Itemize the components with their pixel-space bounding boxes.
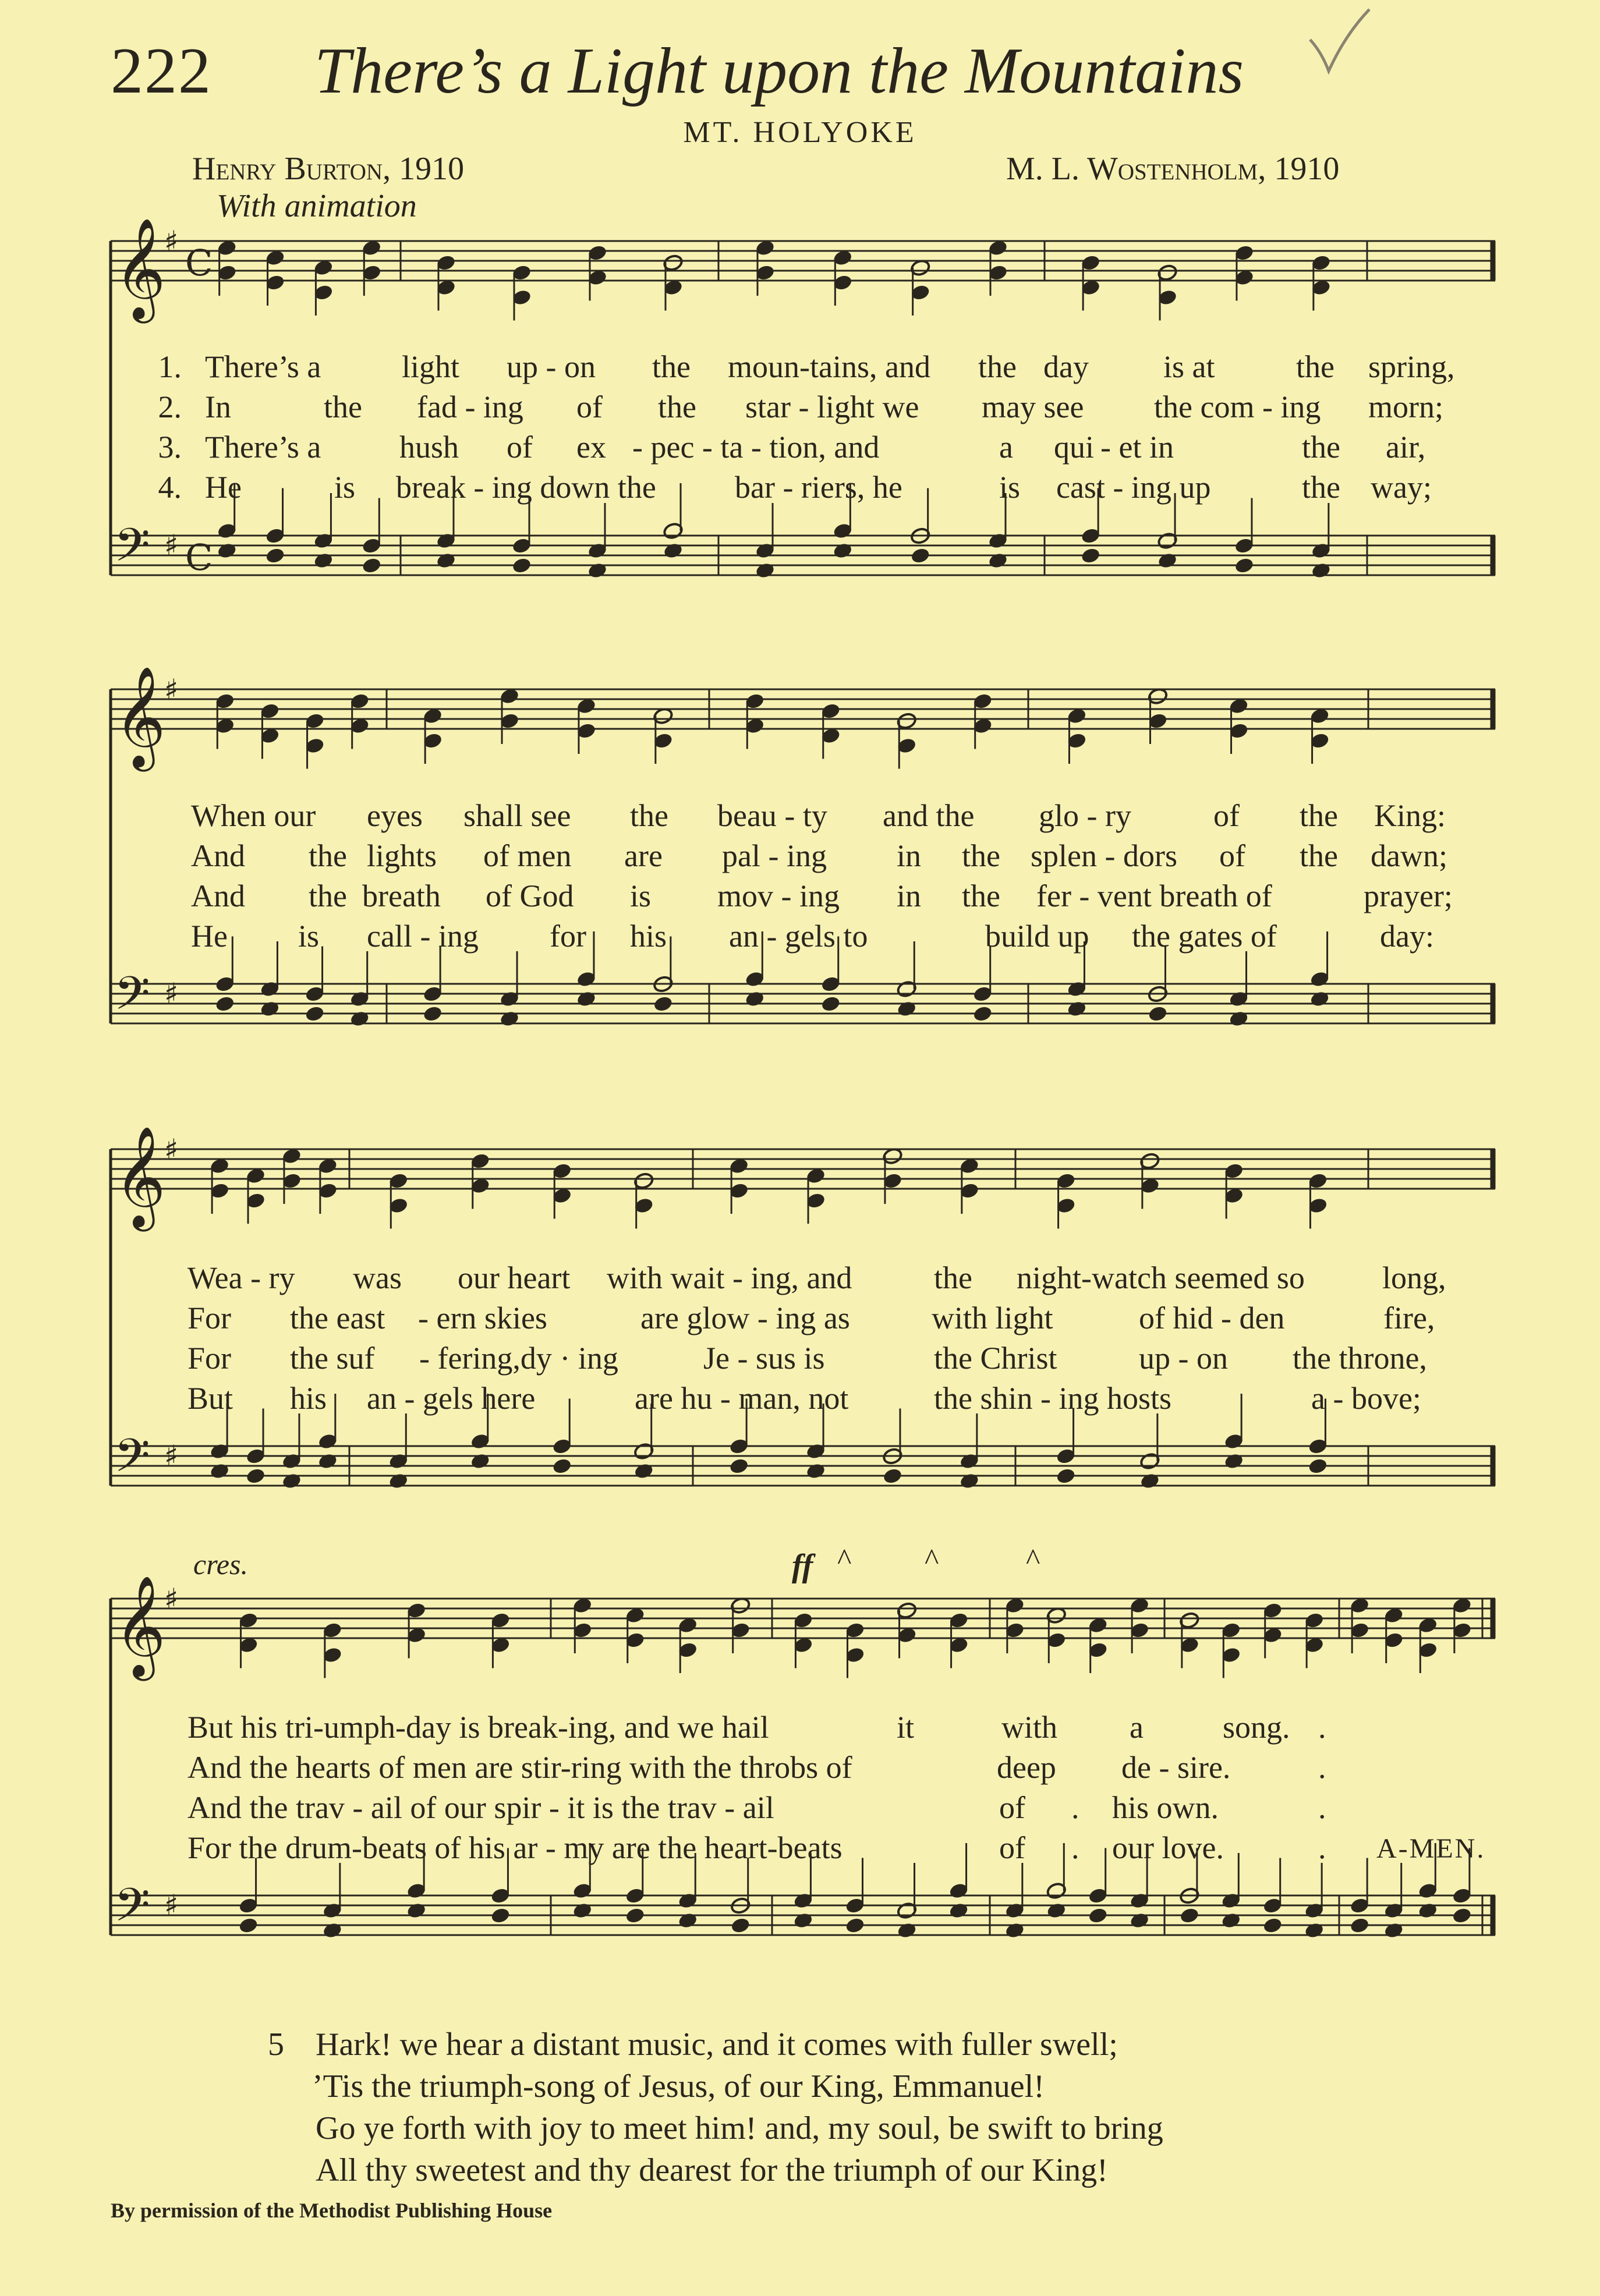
note-head [572, 1902, 593, 1920]
lyric-syllable: with light [932, 1301, 1053, 1335]
lyric-syllable: way; [1371, 470, 1432, 505]
note-head [755, 562, 776, 580]
lyric-syllable: - ern skies [418, 1301, 547, 1335]
key-sharp-icon: ♯ [164, 1439, 179, 1473]
lyric-syllable: the [1300, 798, 1338, 833]
note-head [245, 1467, 266, 1485]
verse-5-line: ’Tis the triumph-song of Jesus, of our King, Emmanuel! [312, 2068, 1045, 2104]
note-head [1220, 1912, 1241, 1930]
lyric-syllable: the Christ [934, 1341, 1057, 1376]
lyric-syllable: is [999, 470, 1021, 505]
lyric-syllable: are hu - man, not [635, 1381, 849, 1416]
hymn-title: There’s a Light upon the Mountains [314, 35, 1244, 107]
lyric-syllable: . [1071, 1790, 1079, 1825]
lyric-syllable: may see [982, 389, 1084, 424]
accent-mark: ^ [837, 1543, 852, 1576]
lyric-syllable: of [1219, 838, 1245, 873]
verse-5-line: Hark! we hear a distant music, and it comes with fuller swell; [316, 2026, 1118, 2063]
amen-label: A-MEN. [1376, 1833, 1486, 1864]
note-head [1383, 1922, 1404, 1940]
lyric-syllable: build up [985, 919, 1089, 954]
lyric-syllable: He [205, 470, 242, 505]
lyric-syllable: air, [1386, 430, 1426, 465]
note-head [1067, 1000, 1088, 1018]
note-head [805, 1462, 826, 1480]
lyric-syllable: deep [997, 1750, 1056, 1785]
lyric-syllable: was [353, 1260, 402, 1295]
note-head [1046, 1902, 1067, 1920]
note-head [361, 557, 382, 575]
note-head [987, 552, 1008, 570]
accent-mark: ^ [1026, 1543, 1040, 1576]
lyric-syllable: For [187, 1341, 232, 1376]
lyric-syllable: morn; [1368, 389, 1443, 424]
lyric-syllable: And [191, 838, 245, 873]
treble-clef-icon: 𝄞 [114, 1575, 166, 1677]
common-time-icon: C [185, 536, 213, 579]
lyric-syllable: the [934, 1260, 972, 1295]
note-head [1349, 1916, 1370, 1934]
lyric-syllable: an - gels here [367, 1381, 536, 1416]
note-head [744, 990, 765, 1008]
lyric-syllable: is [630, 878, 652, 913]
note-head [845, 1916, 866, 1934]
lyric-syllable: qui [1054, 430, 1095, 465]
lyric-syllable: the [630, 798, 668, 833]
hymn-number: 222 [111, 35, 212, 107]
lyric-syllable: He [191, 919, 228, 954]
note-head [422, 1005, 443, 1023]
note-head [1229, 1010, 1249, 1028]
lyric-syllable: of [1213, 798, 1240, 833]
verse-number: 5 [268, 2026, 284, 2063]
lyric-syllable: the [652, 349, 691, 384]
lyric-syllable: his [630, 919, 667, 954]
lyric-syllable: star - light we [745, 389, 919, 424]
note-head [1080, 547, 1101, 565]
bass-clef-icon: 𝄢 [114, 518, 150, 583]
lyric-syllable: - et in [1100, 430, 1174, 465]
lyric-syllable: up - on [1139, 1341, 1228, 1376]
lyric-syllable: breath [362, 878, 441, 913]
note-head [897, 1922, 918, 1940]
note-head [313, 552, 334, 570]
note-head [972, 1005, 993, 1023]
lyric-syllable: are glow - ing as [640, 1301, 850, 1335]
lyric-syllable: There’s a [205, 349, 321, 384]
lyric-syllable: a [999, 430, 1013, 465]
lyric-syllable: night-watch seemed so [1017, 1260, 1305, 1295]
lyric-syllable: the [309, 878, 347, 913]
lyric-syllable: de - sire. [1121, 1750, 1231, 1785]
author: Henry Burton, 1910 [192, 151, 465, 187]
lyric-syllable: and the [883, 798, 975, 833]
lyric-syllable: an - gels to [729, 919, 868, 954]
note-head [820, 995, 841, 1013]
note-head [587, 562, 608, 580]
lyric-syllable: But [187, 1381, 233, 1416]
cres-marking: cres. [193, 1548, 248, 1581]
lyric-syllable: the east [290, 1301, 385, 1335]
lyric-syllable: fire, [1383, 1301, 1435, 1335]
note-head [728, 1457, 749, 1475]
lyric-syllable: the [1300, 838, 1338, 873]
lyric-syllable: the [962, 878, 1000, 913]
key-sharp-icon: ♯ [164, 673, 179, 707]
common-time-icon: C [185, 242, 213, 284]
lyric-syllable: the [658, 389, 696, 424]
note-head [551, 1457, 572, 1475]
lyric-syllable: eyes [367, 798, 423, 833]
note-head [436, 552, 456, 570]
lyric-syllable: prayer; [1364, 878, 1453, 913]
lyric-syllable: mov - ing [717, 878, 840, 913]
lyric-syllable: ex [576, 430, 606, 465]
note-head [1234, 557, 1255, 575]
lyric-syllable: the shin - ing hosts [934, 1381, 1172, 1416]
lyric-syllable: up - on [507, 349, 596, 384]
lyric-syllable: the [309, 838, 347, 873]
lyric-syllable: of [999, 1790, 1025, 1825]
lyric-syllable: light [402, 349, 460, 384]
note-head [1311, 562, 1332, 580]
lyric-syllable: it [897, 1710, 915, 1745]
bass-clef-icon: 𝄢 [114, 1429, 150, 1494]
note-head [625, 1907, 646, 1925]
note-head [499, 1010, 520, 1028]
note-head [1223, 1452, 1244, 1471]
note-head [896, 1000, 917, 1018]
note-head [1148, 1005, 1169, 1023]
lyric-syllable: a [1130, 1710, 1144, 1745]
verse-number: 4. [158, 470, 182, 505]
lyric-syllable: For [187, 1301, 232, 1335]
note-head [349, 1010, 370, 1028]
permission-footer: By permission of the Methodist Publishing House [111, 2199, 553, 2222]
lyric-syllable: of [576, 389, 603, 424]
lyric-syllable: long, [1382, 1260, 1446, 1295]
verse-number: 2. [158, 389, 182, 424]
lyric-syllable: with [1001, 1710, 1058, 1745]
note-head [470, 1452, 491, 1471]
verse-number: 1. [158, 349, 182, 384]
note-head [1417, 1902, 1438, 1920]
lyric-syllable: of God [486, 878, 574, 913]
note-head [406, 1902, 427, 1920]
verse-5-line: Go ye forth with joy to meet him! and, my soul, be swift to bring [316, 2110, 1163, 2146]
lyric-syllable: with wait - ing, and [607, 1260, 852, 1295]
note-head [948, 1902, 969, 1920]
lyric-syllable: the [1296, 349, 1334, 384]
lyric-syllable: of hid - den [1139, 1301, 1285, 1335]
lyric-syllable: fer - vent breath of [1036, 878, 1272, 913]
lyric-syllable: dawn; [1371, 838, 1447, 873]
lyric-syllable: the [324, 389, 362, 424]
note-head [663, 542, 684, 560]
lyric-syllable: the gates of [1132, 919, 1277, 954]
treble-clef-icon: 𝄞 [114, 218, 166, 319]
note-head [490, 1907, 511, 1925]
lyric-syllable: lights [367, 838, 437, 873]
lyric-syllable: spring, [1368, 349, 1455, 384]
lyric-syllable: of [999, 1830, 1025, 1865]
lyric-syllable: King: [1374, 798, 1446, 833]
lyric-syllable: our heart [458, 1260, 571, 1295]
note-head [217, 542, 238, 560]
accent-mark: ^ [925, 1543, 939, 1576]
lyric-syllable: fad - ing [417, 389, 523, 424]
note-head [1139, 1472, 1160, 1490]
lyric-syllable: are [624, 838, 663, 873]
lyric-syllable: pal - ing [722, 838, 827, 873]
tune-name: MT. HOLYOKE [683, 116, 917, 149]
lyric-syllable: . [1071, 1830, 1079, 1865]
note-head [1304, 1922, 1325, 1940]
lyric-syllable: For the drum-beats of his ar - my are the heart-beats [187, 1830, 843, 1865]
lyric-syllable: a - bove; [1311, 1381, 1421, 1416]
lyric-syllable: the com - ing [1154, 389, 1321, 424]
ff-marking: ff [792, 1548, 813, 1584]
lyric-syllable: in [897, 878, 922, 913]
lyric-syllable: his own. [1112, 1790, 1219, 1825]
lyric-syllable: of [507, 430, 533, 465]
note-head [653, 995, 674, 1013]
treble-clef-icon: 𝄞 [114, 1126, 166, 1227]
lyric-syllable: the suf [290, 1341, 375, 1376]
verse-5-line: All thy sweetest and thy dearest for the triumph of our King! [316, 2152, 1108, 2188]
composer: M. L. Wostenholm, 1910 [1006, 151, 1340, 187]
note-head [793, 1912, 814, 1930]
lyric-syllable: And the hearts of men are stir-ring with the throbs of [187, 1750, 852, 1785]
lyric-syllable: his [290, 1381, 327, 1416]
note-head [1179, 1907, 1200, 1925]
treble-clef-icon: 𝄞 [114, 666, 166, 767]
lyric-syllable: . [1318, 1750, 1326, 1785]
bass-clef-icon: 𝄢 [114, 966, 150, 1032]
note-head [1004, 1922, 1025, 1940]
note-head [1309, 990, 1330, 1008]
note-head [576, 990, 597, 1008]
note-head [1056, 1467, 1077, 1485]
key-sharp-icon: ♯ [164, 1582, 179, 1616]
lyric-syllable: moun-tains, and [728, 349, 930, 384]
lyric-syllable: There’s a [205, 430, 321, 465]
key-sharp-icon: ♯ [164, 1133, 179, 1167]
key-sharp-icon: ♯ [164, 1888, 179, 1922]
tempo-marking: With animation [217, 188, 417, 224]
lyric-syllable: our love. [1112, 1830, 1224, 1865]
note-head [305, 1005, 325, 1023]
note-head [209, 1462, 230, 1480]
note-head [388, 1472, 409, 1490]
note-head [910, 547, 931, 565]
lyric-syllable: the throne, [1293, 1341, 1427, 1376]
lyric-syllable: . [1318, 1830, 1326, 1865]
note-head [882, 1467, 903, 1485]
note-head [265, 547, 286, 565]
verse-number: 3. [158, 430, 182, 465]
note-head [730, 1916, 751, 1934]
note-head [1452, 1907, 1472, 1925]
lyric-syllable: . [1318, 1710, 1326, 1745]
note-head [677, 1912, 698, 1930]
key-sharp-icon: ♯ [164, 529, 179, 562]
lyric-syllable: Wea - ry [187, 1260, 295, 1295]
lyric-syllable: day: [1380, 919, 1434, 954]
lyric-syllable: call - ing [367, 919, 479, 954]
lyric-syllable: - pec - ta - tion, and [632, 430, 880, 465]
note-head [959, 1472, 980, 1490]
key-sharp-icon: ♯ [164, 225, 179, 258]
note-head [238, 1916, 259, 1934]
lyric-syllable: is at [1163, 349, 1215, 384]
lyric-syllable: But his tri-umph-day is break-ing, and we hail [187, 1710, 769, 1745]
key-sharp-icon: ♯ [164, 977, 179, 1011]
lyric-syllable: song. [1223, 1710, 1290, 1745]
lyric-syllable: is [298, 919, 320, 954]
lyric-syllable: the [1302, 470, 1340, 505]
lyric-syllable: break - ing down the [396, 470, 656, 505]
lyric-syllable: Je - sus is [703, 1341, 825, 1376]
note-head [1129, 1912, 1150, 1930]
lyric-syllable: glo - ry [1039, 798, 1131, 833]
lyric-syllable: shall see [463, 798, 571, 833]
lyric-syllable: the [962, 838, 1000, 873]
note-head [322, 1922, 343, 1940]
note-head [832, 542, 853, 560]
lyric-syllable: In [205, 389, 231, 424]
lyric-syllable: . [1318, 1790, 1326, 1825]
note-head [214, 995, 235, 1013]
bass-clef-icon: 𝄢 [114, 1878, 150, 1943]
lyric-syllable: is [334, 470, 356, 505]
note-head [317, 1452, 338, 1471]
note-head [633, 1462, 654, 1480]
lyric-syllable: beau - ty [717, 798, 827, 833]
lyric-syllable: the [978, 349, 1017, 384]
lyric-syllable: cast - ing up [1056, 470, 1211, 505]
note-head [511, 557, 532, 575]
lyric-syllable: bar - riers, he [735, 470, 902, 505]
note-head [1157, 552, 1178, 570]
lyric-syllable: splen - dors [1031, 838, 1177, 873]
lyric-syllable: day [1043, 349, 1089, 384]
lyric-syllable: of men [483, 838, 572, 873]
lyric-syllable: - fering,dy · ing [419, 1341, 618, 1376]
lyric-syllable: for [550, 919, 586, 954]
lyric-syllable: And [191, 878, 245, 913]
lyric-syllable: in [897, 838, 922, 873]
note-head [1308, 1457, 1329, 1475]
lyric-syllable: the [1302, 430, 1340, 465]
note-head [281, 1472, 302, 1490]
note-head [260, 1000, 281, 1018]
lyric-syllable: When our [191, 798, 316, 833]
lyric-syllable: hush [399, 430, 459, 465]
lyric-syllable: And the trav - ail of our spir - it is the trav - ail [187, 1790, 774, 1825]
note-head [1088, 1907, 1109, 1925]
note-head [1262, 1916, 1283, 1934]
